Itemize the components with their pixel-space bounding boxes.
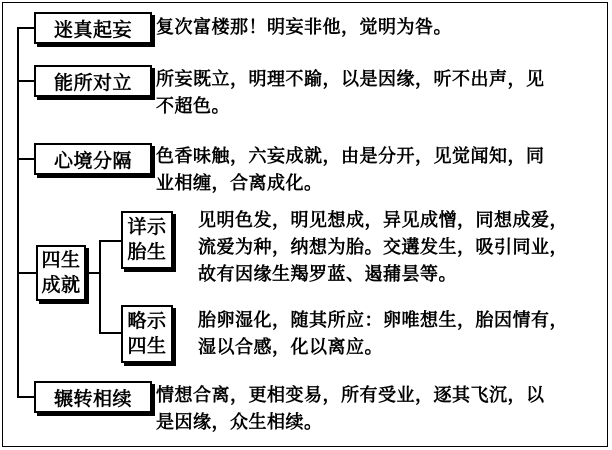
node-text-3 xyxy=(156,143,545,197)
sub-node-label-line: 四生 xyxy=(127,335,167,357)
node-text-line: 是因缘，众生相续。 xyxy=(156,412,323,433)
sub-node-label-line: 详示 xyxy=(127,216,167,238)
sub-node-text-2 xyxy=(198,307,568,361)
node-text-line: 业相缠，合离成化。 xyxy=(156,173,323,194)
node-label-2: 能所对立 xyxy=(34,65,152,97)
branch-3-connector xyxy=(17,158,34,160)
sub-node-label-2 xyxy=(121,305,173,363)
sub-node-text-line: 流爱为种，纳想为胎。交遘发生，吸引同业， xyxy=(198,237,568,258)
node-text-line: 所妄既立，明理不踰，以是因缘，听不出声，见 xyxy=(156,69,545,90)
node-text-line: 复次富楼那！明妄非他，觉明为咎。 xyxy=(156,17,452,38)
node-text-5 xyxy=(156,382,545,436)
node-label-line: 成就 xyxy=(41,274,81,296)
sub-node-text-1 xyxy=(198,207,568,288)
node-label-1: 迷真起妄 xyxy=(34,12,152,44)
branch-1-connector xyxy=(17,27,34,29)
node-text-line: 情想合离，更相变易，所有受业，逐其飞沉，以 xyxy=(156,385,545,406)
node-label-5: 辗转相续 xyxy=(34,381,152,413)
sub-node-text-line: 湿以合感，化以离应。 xyxy=(198,337,383,358)
node-text-line: 不超色。 xyxy=(156,96,230,117)
sub-node-text-line: 胎卵湿化，随其所应：卵唯想生，胎因情有， xyxy=(198,310,568,331)
branch-5-connector xyxy=(17,396,34,398)
node-text-1 xyxy=(156,14,452,41)
sub-branch-1-connector xyxy=(99,240,121,242)
sub-branch-2-connector xyxy=(99,332,121,334)
sub-node-label-line: 略示 xyxy=(127,310,167,332)
sub-vertical-connector xyxy=(99,240,101,333)
sub-main-connector xyxy=(86,272,100,274)
main-connector xyxy=(17,27,19,397)
branch-2-connector xyxy=(17,80,34,82)
sub-node-text-line: 故有因缘生羯罗蓝、遏蒱昙等。 xyxy=(198,264,457,285)
node-label-4 xyxy=(36,245,86,301)
branch-4-connector xyxy=(17,272,36,274)
node-text-2 xyxy=(156,66,545,120)
sub-node-label-line: 胎生 xyxy=(127,241,167,263)
node-label-line: 四生 xyxy=(41,249,81,271)
sub-node-text-line: 见明色发，明见想成，异见成憎，同想成爱， xyxy=(198,210,568,231)
node-label-3: 心境分隔 xyxy=(34,143,152,175)
node-text-line: 色香味触，六妄成就，由是分开，见觉闻知，同 xyxy=(156,146,545,167)
sub-node-label-1 xyxy=(121,211,173,269)
